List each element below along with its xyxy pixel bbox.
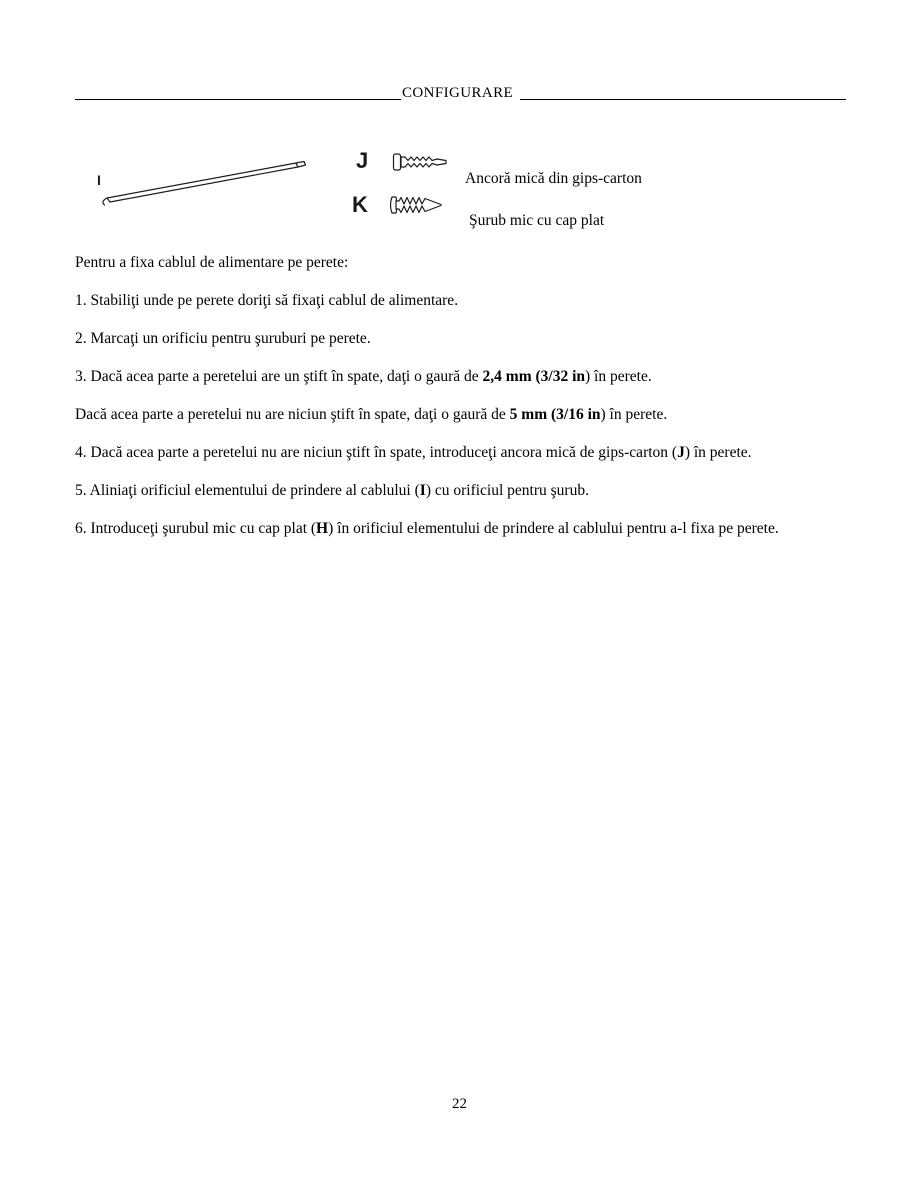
header-rule-left xyxy=(75,99,401,100)
intro-paragraph xyxy=(75,254,887,272)
step-3b-measure: 5 mm (3/16 in xyxy=(509,406,601,423)
drywall-anchor-illustration xyxy=(392,151,450,173)
step-5-text-end: ) cu orificiul pentru şurub. xyxy=(425,482,589,499)
step-3 xyxy=(75,368,887,386)
instructions xyxy=(75,254,887,558)
step-3-text: 3. Dacă acea parte a peretelui are un ştift în spate, daţi o gaură de xyxy=(75,368,483,385)
step-5 xyxy=(75,482,887,500)
step-6-text: 6. Introduceţi şurubul mic cu cap plat ( xyxy=(75,520,317,537)
step-3-measure: 2,4 mm (3/32 in xyxy=(482,368,586,385)
step-5-text: 5. Aliniaţi orificiul elementului de prindere al cablului ( xyxy=(75,482,420,499)
page-title: CONFIGURARE xyxy=(401,85,514,101)
item-k-label: K xyxy=(352,192,368,217)
intro-text: Pentru a fixa cablul de alimentare pe perete: xyxy=(75,254,349,271)
page-number: 22 xyxy=(452,1096,467,1112)
step-3b-text: Dacă acea parte a peretelui nu are niciun ştift în spate, daţi o gaură de xyxy=(75,406,510,423)
item-j-label: J xyxy=(356,148,369,173)
anchor-description: Ancoră mică din gips-carton xyxy=(465,170,642,187)
header xyxy=(75,84,846,102)
step-4 xyxy=(75,444,887,462)
step-3b xyxy=(75,406,887,424)
step-6-text-end: ) în orificiul elementului de prindere al cablului pentru a-l fixa pe perete. xyxy=(328,520,779,537)
item-i-label: I xyxy=(97,172,101,188)
step-5-part-ref: I xyxy=(419,482,426,499)
step-6-part-ref: H xyxy=(316,520,329,537)
step-2 xyxy=(75,330,887,348)
step-4-part-ref: J xyxy=(677,444,685,461)
step-2-text: 2. Marcaţi un orificiu pentru şuruburi pe perete. xyxy=(75,330,371,347)
flat-head-screw-illustration xyxy=(388,195,446,215)
step-4-text: 4. Dacă acea parte a peretelui nu are niciun ştift în spate, introduceţi ancora mică de gips-carton ( xyxy=(75,444,678,461)
step-1 xyxy=(75,292,887,310)
step-3-text-end: ) în perete. xyxy=(585,368,652,385)
cable-tie-illustration xyxy=(98,150,313,208)
step-6 xyxy=(75,520,887,538)
header-rule-right xyxy=(520,99,846,100)
step-1-text: 1. Stabiliţi unde pe perete doriţi să fixaţi cablul de alimentare. xyxy=(75,292,459,309)
step-4-text-end: ) în perete. xyxy=(684,444,752,461)
step-3b-text-end: ) în perete. xyxy=(600,406,668,423)
screw-description: Şurub mic cu cap plat xyxy=(469,212,605,229)
